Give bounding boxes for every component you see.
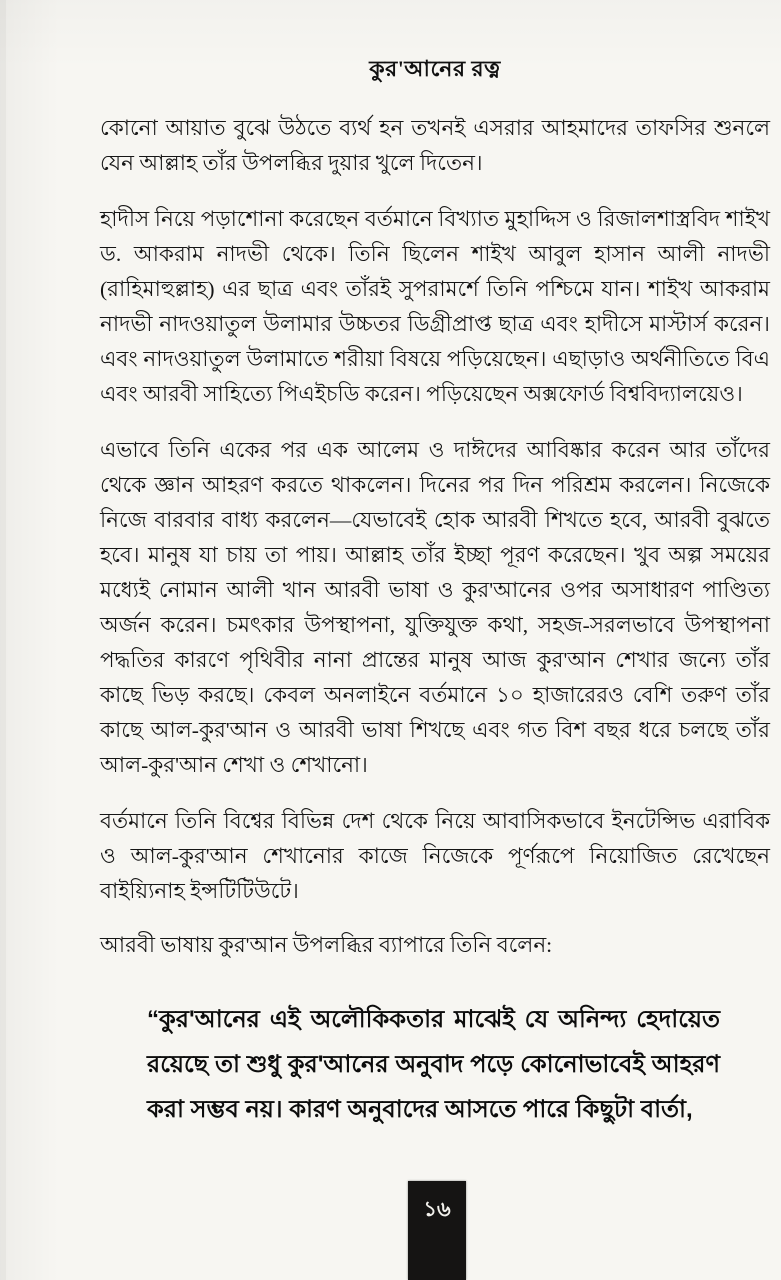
text-column [100,0,770,1132]
running-header [100,52,770,89]
scan-edge-shading [0,0,6,1280]
page-body [100,111,770,1132]
page-number: ১৬ [423,1198,451,1221]
page-number-box [408,1181,466,1280]
block-quote: “কুর'আনের এই অলৌকিকতার মাঝেই যে অনিন্দ্য হেদায়েত রয়েছে তা শুধু কুর'আনের অনুবাদ পড়ে কোনোভাবেই আহরণ করা সম্ভব নয়। কারণ অনুবাদের আসতে পারে কিছুটা বার্তা, [147,1006,720,1123]
paragraph-1: কোনো আয়াত বুঝে উঠতে ব্যর্থ হন তখনই এসরার আহমাদের তাফসির শুনলে যেন আল্লাহ তাঁর উপলব্ধির দুয়ার খুলে দিতেন। [100,116,770,175]
paragraph-2: হাদীস নিয়ে পড়াশোনা করেছেন বর্তমানে বিখ্যাত মুহাদ্দিস ও রিজালশাস্ত্রবিদ শাইখ ড. আকরাম নাদভী থেকে। তিনি ছিলেন শাইখ আবুল হাসান আলী নাদভী (রাহিমাহুল্লাহ) এর ছাত্র এবং তাঁরই সুপরামর্শে তিনি পশ্চিমে যান। শাইখ আকরাম নাদভী নাদওয়াতুল উলামার উচ্চতর ডিগ্রীপ্রাপ্ত ছাত্র এবং হাদীসে মাস্টার্স করেন। এবং নাদওয়াতুল উলামাতে শরীয়া বিষয়ে পড়িয়েছেন। এছাড়াও অর্থনীতিতে বিএ এবং আরবী সাহিত্যে পিএইচডি করেন। পড়িয়েছেন অক্সফোর্ড বিশ্ববিদ্যালয়েও। [100,207,770,406]
book-title-header: কুর'আনের রত্ন [369,56,501,81]
quote-lead-in: আরবী ভাষায় কুর'আন উপলব্ধির ব্যাপারে তিনি বলেন: [100,933,553,957]
paragraph-3: এভাবে তিনি একের পর এক আলেম ও দাঈদের আবিষ্কার করেন আর তাঁদের থেকে জ্ঞান আহরণ করতে থাকলেন। দিনের পর দিন পরিশ্রম করলেন। নিজেকে নিজে বারবার বাধ্য করলেন—যেভাবেই হোক আরবী শিখতে হবে, আরবী বুঝতে হবে। মানুষ যা চায় তা পায়। আল্লাহ তাঁর ইচ্ছা পূরণ করেছেন। খুব অল্প সময়ের মধ্যেই নোমান আলী খান আরবী ভাষা ও কুর'আনের ওপর অসাধারণ পাণ্ডিত্য অর্জন করেন। চমৎকার উপস্থাপনা, যুক্তিযুক্ত কথা, সহজ-সরলভাবে উপস্থাপনা পদ্ধতির কারণে পৃথিবীর নানা প্রান্তের মানুষ আজ কুর'আন শেখার জন্যে তাঁর কাছে ভিড় করছে। কেবল অনলাইনে বর্তমানে ১০ হাজারেরও বেশি তরুণ তাঁর কাছে আল-কুর'আন ও আরবী ভাষা শিখছে এবং গত বিশ বছর ধরে চলছে তাঁর আল-কুর'আন শেখা ও শেখানো। [100,438,770,777]
paragraph-4: বর্তমানে তিনি বিশ্বের বিভিন্ন দেশ থেকে নিয়ে আবাসিকভাবে ইনটেন্সিভ এরাবিক ও আল-কুর'আন শেখানোর কাজে নিজেকে পূর্ণরূপে নিয়োজিত রেখেছেন বাইয়্যিনাহ ইন্সটিটিউটে। [100,809,770,903]
